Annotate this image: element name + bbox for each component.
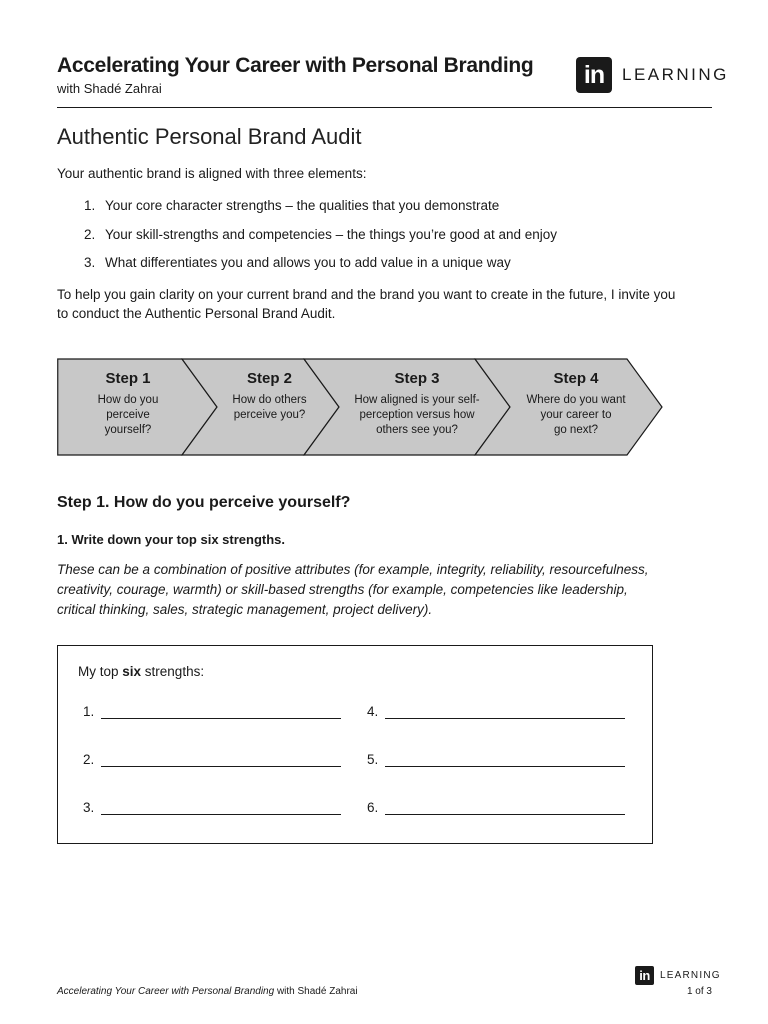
write-in-line[interactable] [101, 752, 341, 767]
course-author: with Shadé Zahrai [57, 81, 162, 96]
slot-number: 2. [83, 752, 95, 767]
logo-wordmark: LEARNING [622, 65, 729, 84]
list-number: 1. [84, 198, 96, 213]
strengths-worksheet-box [57, 645, 653, 844]
task-instruction: 1. Write down your top six strengths. [57, 532, 286, 547]
write-in-line[interactable] [385, 752, 625, 767]
task-description: These can be a combination of positive attributes (for example, integrity, reliability, resourcefulness, creativity, courage, warmth) or skill-based strengths (for example, competencies like leadership, critical thinking, sales, strategic management, project delivery). [57, 562, 649, 617]
slot-number: 4. [367, 704, 379, 719]
strength-slot-5[interactable] [367, 752, 625, 767]
footer-linkedin-learning-logo [635, 966, 721, 985]
footer-course-credit: Accelerating Your Career with Personal Branding with Shadé Zahrai [57, 986, 358, 997]
list-number: 2. [84, 226, 96, 242]
list-text: Your skill-strengths and competencies – the things you’re good at and enjoy [105, 226, 558, 242]
step-1-description: How do you perceive yourself? [97, 394, 159, 436]
linkedin-in-icon: in [635, 966, 654, 985]
slot-number: 1. [83, 704, 95, 719]
write-in-line[interactable] [385, 704, 625, 719]
strength-slot-3[interactable] [83, 800, 341, 815]
intro-text: Your authentic brand is aligned with three elements: [57, 166, 367, 181]
strength-slot-2[interactable] [83, 752, 341, 767]
course-title: Accelerating Your Career with Personal Branding [57, 54, 534, 77]
step-3-description: How aligned is your self- perception versus how others see you? [354, 394, 480, 436]
step-1-heading: Step 1. How do you perceive yourself? [57, 494, 351, 511]
strength-slot-4[interactable] [367, 704, 625, 719]
section-title: Authentic Personal Brand Audit [57, 124, 362, 149]
step-4-title: Step 4 [553, 370, 599, 387]
logo-wordmark: LEARNING [660, 970, 721, 981]
step-3-title: Step 3 [394, 370, 440, 387]
step-2-description: How do others perceive you? [232, 394, 307, 421]
header-divider [57, 107, 712, 108]
write-in-line[interactable] [385, 800, 625, 815]
list-text: Your core character strengths – the qualities that you demonstrate [105, 198, 500, 213]
list-item [84, 198, 557, 227]
strength-slot-1[interactable] [83, 704, 341, 719]
box-label: My top six strengths: [78, 664, 205, 679]
invite-paragraph: To help you gain clarity on your current brand and the brand you want to create in the future, I invite you to conduct the Authentic Personal Brand Audit. [57, 287, 676, 321]
brand-elements-list [84, 198, 557, 284]
step-2-title: Step 2 [246, 370, 292, 387]
slot-number: 5. [367, 752, 379, 767]
step-1-title: Step 1 [105, 370, 151, 387]
list-text: What differentiates you and allows you to add value in a unique way [105, 255, 511, 270]
strength-slot-6[interactable] [367, 800, 625, 815]
slot-number: 6. [367, 800, 379, 815]
write-in-line[interactable] [101, 800, 341, 815]
list-item [84, 255, 557, 284]
page-number: 1 of 3 [686, 986, 712, 997]
write-in-line[interactable] [101, 704, 341, 719]
step-4-description: Where do you want your career to go next? [526, 394, 626, 436]
linkedin-in-icon: in [576, 57, 612, 93]
list-number: 3. [84, 255, 96, 270]
linkedin-learning-logo [576, 57, 729, 93]
slot-number: 3. [83, 800, 95, 815]
steps-diagram [57, 358, 665, 456]
list-item [84, 227, 557, 256]
